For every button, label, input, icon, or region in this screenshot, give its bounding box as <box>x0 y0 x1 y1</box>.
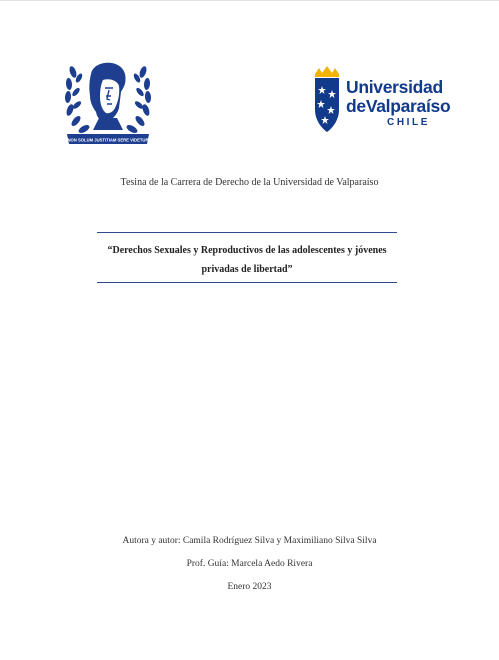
page-top-border <box>0 0 499 1</box>
faculty-seal-logo <box>63 52 153 150</box>
thesis-title: “Derechos Sexuales y Reproductivos de las adolescentes y jóvenes privadas de libertad” <box>107 245 387 275</box>
university-country: CHILE <box>387 117 430 128</box>
university-wordmark <box>346 77 451 130</box>
title-rule-bottom <box>97 282 397 283</box>
title-rule-top <box>97 232 397 233</box>
date-line: Enero 2023 <box>227 582 272 592</box>
authors-line: Autora y autor: Camila Rodríguez Silva y Maximiliano Silva Silva <box>122 536 377 546</box>
university-name-line2: deValparaíso <box>346 96 451 116</box>
advisor-line: Prof. Guía: Marcela Aedo Rivera <box>186 559 313 569</box>
seal-banner-text: NON SOLUM JUSTITIAM SERE VIDETUR <box>67 137 149 143</box>
thesis-program-subtitle: Tesina de la Carrera de Derecho de la Universidad de Valparaíso <box>120 177 379 188</box>
university-name-line1: Universidad <box>346 77 443 97</box>
